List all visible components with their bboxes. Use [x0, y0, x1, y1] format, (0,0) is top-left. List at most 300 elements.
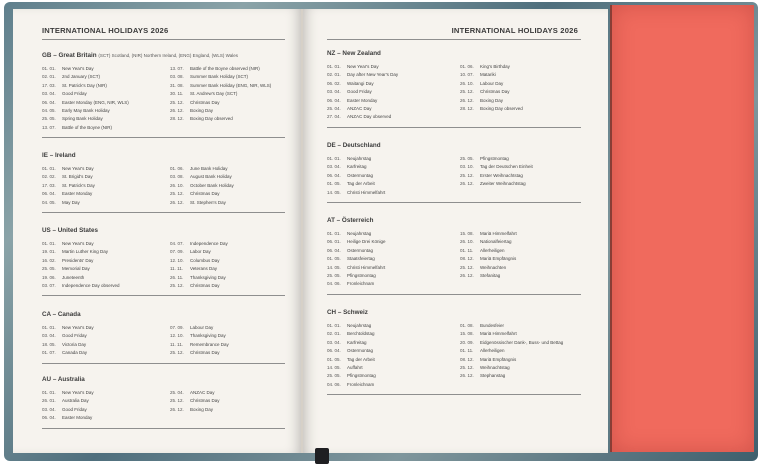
- holiday-row: [327, 381, 376, 389]
- holiday-row: [327, 113, 398, 121]
- holiday-row: [460, 356, 563, 364]
- holiday-name: Spring Bank Holiday: [62, 116, 103, 122]
- holiday-row: [170, 282, 228, 290]
- holiday-name: Easter Monday: [62, 415, 93, 421]
- holiday-column: [460, 155, 533, 189]
- holiday-name: Ostermontag: [347, 348, 374, 354]
- holiday-row: [327, 88, 398, 96]
- holiday-name: Labour Day: [480, 80, 504, 86]
- holiday-name: Neujahrstag: [347, 156, 372, 161]
- holiday-row: [460, 71, 523, 79]
- holiday-date: 01. 06.: [460, 64, 474, 69]
- holiday-name: Matariki: [480, 72, 496, 78]
- holiday-date: 01. 01.: [42, 166, 56, 171]
- holiday-name: Pfingstmontag: [480, 156, 509, 161]
- holiday-name: Berchtoldstag: [347, 331, 375, 337]
- holiday-name: Boxing Day observed: [190, 116, 233, 122]
- holiday-name: Labor Day: [190, 249, 211, 255]
- holiday-date: 10. 07.: [460, 72, 474, 78]
- holiday-row: [42, 248, 120, 256]
- holiday-row: [42, 341, 94, 349]
- holiday-row: [460, 80, 523, 88]
- holiday-name: Thanksgiving Day: [190, 333, 226, 339]
- holiday-name: Neujahrstag: [347, 323, 372, 328]
- holiday-name: Independence Day: [190, 241, 228, 246]
- holiday-row: [42, 349, 94, 357]
- holiday-name: Stephanstag: [480, 373, 506, 379]
- holiday-name: Stefanitag: [480, 273, 501, 279]
- holiday-name: August Bank Holiday: [190, 174, 232, 180]
- holiday-date: 01. 11.: [460, 348, 474, 354]
- holiday-date: 17. 03.: [42, 82, 56, 88]
- holiday-date: 30. 11.: [170, 91, 184, 97]
- country-name: US – United States: [42, 227, 98, 234]
- holiday-row: [42, 282, 120, 290]
- holiday-row: [460, 347, 563, 355]
- holiday-row: [42, 414, 94, 422]
- holiday-date: 01. 05.: [327, 256, 341, 262]
- cover-flap: [612, 5, 754, 452]
- holiday-column: [327, 230, 386, 289]
- bookmark-ribbon[interactable]: [315, 448, 329, 464]
- holiday-name: Canada Day: [62, 350, 88, 356]
- section-rule: [42, 363, 285, 364]
- holiday-column: [42, 65, 129, 132]
- holiday-row: [170, 165, 234, 173]
- holiday-date: 16. 02.: [42, 257, 56, 263]
- holiday-name: Mariä Empfängnis: [480, 356, 517, 362]
- holiday-row: [460, 155, 533, 163]
- holiday-name: Weihnachtstag: [480, 365, 510, 371]
- holiday-date: 01. 08.: [460, 323, 474, 328]
- holiday-row: [42, 124, 129, 132]
- holiday-date: 06. 01.: [327, 239, 341, 245]
- holiday-row: [42, 65, 129, 73]
- holiday-row: [42, 257, 120, 265]
- holiday-row: [170, 90, 271, 98]
- holiday-row: [460, 255, 517, 263]
- holiday-row: [170, 99, 271, 107]
- holiday-date: 25. 04.: [327, 106, 341, 112]
- holiday-name: Good Friday: [62, 333, 87, 339]
- holiday-row: [327, 155, 385, 163]
- holiday-name: Pfingstmontag: [347, 373, 376, 379]
- holiday-date: 25. 12.: [460, 365, 474, 371]
- holiday-row: [327, 71, 398, 79]
- holiday-date: 06. 04.: [42, 99, 56, 105]
- holiday-row: [170, 257, 228, 265]
- holiday-name: Day after New Year's Day: [347, 72, 399, 78]
- holiday-name: Tag der Arbeit: [347, 181, 375, 187]
- holiday-row: [460, 97, 523, 105]
- holiday-name: New Year's Day: [62, 66, 94, 71]
- holiday-row: [42, 265, 120, 273]
- holiday-column: [170, 389, 220, 414]
- country-name: GB – Great Britain: [42, 52, 97, 59]
- holiday-name: New Year's Day: [62, 241, 94, 246]
- right-page-title: INTERNATIONAL HOLIDAYS 2026: [451, 26, 578, 35]
- holiday-row: [42, 389, 94, 397]
- holiday-row: [42, 165, 95, 173]
- holiday-date: 18. 05.: [42, 341, 56, 347]
- holiday-date: 20. 09.: [460, 339, 474, 345]
- holiday-name: Nationalfeiertag: [480, 239, 512, 245]
- holiday-date: 01. 01.: [42, 241, 56, 246]
- book-spine: [301, 9, 303, 453]
- holiday-date: 01. 01.: [42, 390, 56, 395]
- holiday-row: [327, 322, 376, 330]
- holiday-name: Good Friday: [62, 91, 87, 97]
- holiday-name: Labour Day: [190, 325, 214, 330]
- holiday-row: [42, 397, 94, 405]
- holiday-row: [327, 80, 398, 88]
- holiday-column: [170, 65, 271, 124]
- holiday-name: Good Friday: [347, 89, 372, 95]
- holiday-date: 06. 02.: [327, 80, 341, 86]
- holiday-name: St. Patrick's Day (NIR): [62, 82, 107, 88]
- holiday-row: [170, 182, 234, 190]
- holiday-date: 03. 04.: [42, 333, 56, 339]
- holiday-name: Christmas Day: [190, 350, 220, 356]
- holiday-column: [42, 165, 95, 207]
- holiday-name: 2nd January (SCT): [62, 74, 101, 80]
- holiday-row: [42, 99, 129, 107]
- holiday-row: [42, 199, 95, 207]
- holiday-name: New Year's Day: [62, 390, 94, 395]
- holiday-row: [327, 230, 386, 238]
- country-name: CA – Canada: [42, 311, 81, 318]
- holiday-name: Battle of the Boyne (NIR): [62, 124, 113, 130]
- holiday-name: Ostermontag: [347, 247, 374, 253]
- holiday-row: [170, 349, 229, 357]
- holiday-row: [170, 265, 228, 273]
- holiday-name: Tag der Arbeit: [347, 356, 375, 362]
- holiday-name: June Bank Holiday: [190, 166, 228, 171]
- holiday-date: 01. 05.: [327, 356, 341, 362]
- holiday-date: 19. 01.: [42, 249, 56, 255]
- holiday-date: 26. 12.: [170, 406, 184, 412]
- holiday-name: Christmas Day: [190, 99, 220, 105]
- holiday-row: [327, 264, 386, 272]
- holiday-date: 26. 10.: [460, 80, 474, 86]
- holiday-date: 25. 04.: [170, 390, 184, 395]
- holiday-date: 25. 12.: [170, 350, 184, 356]
- holiday-row: [327, 255, 386, 263]
- holiday-row: [170, 240, 228, 248]
- holiday-name: Presidents' Day: [62, 257, 94, 263]
- holiday-name: Australia Day: [62, 398, 89, 404]
- holiday-name: Christmas Day: [190, 283, 220, 289]
- holiday-row: [170, 190, 234, 198]
- holiday-date: 25. 12.: [460, 172, 474, 178]
- holiday-name: Karfreitag: [347, 164, 367, 170]
- holiday-name: New Year's Day: [62, 166, 94, 171]
- holiday-date: 01. 01.: [42, 325, 56, 330]
- holiday-date: 27. 04.: [327, 114, 341, 120]
- holiday-row: [460, 63, 523, 71]
- holiday-date: 03. 04.: [327, 339, 341, 345]
- holiday-row: [327, 272, 386, 280]
- country-heading: [42, 376, 85, 383]
- holiday-date: 25. 12.: [170, 283, 184, 289]
- holiday-date: 01. 01.: [327, 156, 341, 161]
- holiday-date: 14. 05.: [327, 264, 341, 270]
- holiday-row: [460, 322, 563, 330]
- country-name: DE – Deutschland: [327, 142, 381, 149]
- section-rule: [327, 127, 581, 128]
- holiday-date: 25. 12.: [460, 264, 474, 270]
- holiday-column: [170, 165, 234, 207]
- holiday-name: Boxing Day: [190, 406, 214, 412]
- holiday-date: 26. 11.: [170, 274, 184, 280]
- holiday-column: [170, 324, 229, 358]
- holiday-date: 02. 01.: [327, 331, 341, 337]
- holiday-date: 31. 08.: [170, 82, 184, 88]
- holiday-row: [170, 107, 271, 115]
- holiday-column: [327, 155, 385, 197]
- holiday-name: ANZAC Day observed: [347, 114, 392, 120]
- holiday-row: [327, 189, 385, 197]
- holiday-row: [327, 180, 385, 188]
- holiday-date: 06. 04.: [327, 348, 341, 354]
- holiday-name: ANZAC Day: [190, 390, 215, 395]
- holiday-date: 04. 06.: [327, 281, 341, 287]
- country-heading: [327, 142, 381, 149]
- holiday-name: Erster Weihnachtstag: [480, 172, 523, 178]
- holiday-date: 25. 12.: [170, 191, 184, 197]
- country-heading: [42, 152, 76, 159]
- holiday-date: 03. 04.: [327, 89, 341, 95]
- holiday-date: 04. 05.: [42, 108, 56, 114]
- holiday-row: [42, 324, 94, 332]
- holiday-name: Ostermontag: [347, 172, 374, 178]
- holiday-name: Christi Himmelfahrt: [347, 189, 386, 195]
- holiday-row: [460, 372, 563, 380]
- holiday-date: 01. 06.: [170, 166, 184, 171]
- holiday-date: 19. 06.: [42, 274, 56, 280]
- holiday-date: 06. 04.: [42, 191, 56, 197]
- holiday-name: Boxing Day: [480, 97, 504, 103]
- holiday-name: Mariä Empfängnis: [480, 256, 517, 262]
- holiday-date: 11. 11.: [170, 266, 184, 272]
- holiday-row: [170, 341, 229, 349]
- holiday-date: 03. 07.: [42, 283, 56, 289]
- holiday-row: [42, 240, 120, 248]
- holiday-row: [42, 82, 129, 90]
- holiday-row: [170, 406, 220, 414]
- holiday-row: [42, 90, 129, 98]
- holiday-name: Summer Bank Holiday (SCT): [190, 74, 249, 80]
- holiday-date: 03. 08.: [170, 174, 184, 180]
- country-heading: [327, 309, 368, 316]
- holiday-name: New Year's Day: [62, 325, 94, 330]
- holiday-row: [170, 248, 228, 256]
- holiday-date: 04. 05.: [42, 199, 56, 205]
- section-rule: [327, 294, 581, 295]
- holiday-date: 01. 07.: [42, 350, 56, 356]
- holiday-date: 25. 12.: [460, 89, 474, 95]
- holiday-date: 06. 04.: [327, 247, 341, 253]
- holiday-date: 13. 07.: [170, 66, 184, 71]
- holiday-date: 25. 12.: [170, 398, 184, 404]
- country-heading: [42, 227, 98, 234]
- holiday-row: [42, 107, 129, 115]
- holiday-name: Good Friday: [62, 406, 87, 412]
- country-heading: [42, 52, 238, 59]
- holiday-date: 25. 05.: [327, 373, 341, 379]
- holiday-row: [460, 364, 563, 372]
- holiday-name: Neujahrstag: [347, 231, 372, 236]
- holiday-row: [170, 65, 271, 73]
- holiday-row: [42, 406, 94, 414]
- holiday-name: Pfingstmontag: [347, 273, 376, 279]
- section-rule: [42, 295, 285, 296]
- holiday-column: [460, 322, 563, 381]
- holiday-date: 02. 02.: [42, 174, 56, 180]
- holiday-row: [460, 230, 517, 238]
- holiday-name: Christmas Day: [480, 89, 510, 95]
- holiday-row: [170, 173, 234, 181]
- holiday-date: 28. 12.: [170, 116, 184, 122]
- holiday-row: [327, 105, 398, 113]
- holiday-row: [42, 332, 94, 340]
- holiday-date: 25. 05.: [327, 273, 341, 279]
- holiday-date: 01. 11.: [460, 247, 474, 253]
- holiday-date: 17. 03.: [42, 182, 56, 188]
- holiday-date: 08. 12.: [460, 256, 474, 262]
- holiday-row: [460, 172, 533, 180]
- holiday-date: 15. 08.: [460, 331, 474, 337]
- holiday-date: 12. 10.: [170, 333, 184, 339]
- holiday-name: Summer Bank Holiday (ENG, NIR, WLS): [190, 82, 272, 88]
- holiday-name: Christmas Day: [190, 191, 220, 197]
- holiday-row: [327, 238, 386, 246]
- holiday-column: [42, 240, 120, 290]
- section-rule: [42, 212, 285, 213]
- section-rule: [42, 137, 285, 138]
- holiday-date: 14. 05.: [327, 189, 341, 195]
- holiday-name: St. Stephen's Day: [190, 199, 226, 205]
- holiday-row: [42, 173, 95, 181]
- holiday-row: [170, 397, 220, 405]
- holiday-name: Mariä Himmelfahrt: [480, 231, 517, 236]
- holiday-date: 26. 12.: [170, 108, 184, 114]
- holiday-row: [170, 115, 271, 123]
- holiday-row: [42, 182, 95, 190]
- holiday-row: [42, 73, 129, 81]
- holiday-row: [327, 97, 398, 105]
- holiday-name: Independence Day observed: [62, 283, 120, 289]
- holiday-row: [327, 364, 376, 372]
- holiday-row: [327, 172, 385, 180]
- holiday-name: Martin Luther King Day: [62, 249, 109, 255]
- holiday-date: 03. 08.: [170, 74, 184, 80]
- holiday-name: Allerheiligen: [480, 348, 505, 354]
- holiday-name: Tag der Deutschen Einheit: [480, 164, 533, 170]
- holiday-date: 15. 08.: [460, 231, 474, 236]
- holiday-date: 01. 01.: [327, 323, 341, 328]
- holiday-name: Boxing Day observed: [480, 106, 523, 112]
- holiday-name: Staatsfeiertag: [347, 256, 375, 262]
- region-legend: (SCT) Scotland, (NIR) Northern Ireland, (ENG) England, (WLS) Wales: [98, 53, 238, 58]
- holiday-name: May Day: [62, 199, 80, 205]
- holiday-name: Zweiter Weihnachtstag: [480, 181, 526, 187]
- holiday-date: 26. 12.: [460, 273, 474, 279]
- holiday-name: St. Brigid's Day: [62, 174, 93, 180]
- holiday-name: Boxing Day: [190, 108, 214, 114]
- holiday-column: [170, 240, 228, 290]
- holiday-date: 06. 04.: [42, 415, 56, 421]
- holiday-name: Auffahrt: [347, 365, 363, 371]
- holiday-date: 26. 12.: [460, 181, 474, 187]
- holiday-name: Columbus Day: [190, 257, 220, 263]
- holiday-name: Easter Monday: [347, 97, 378, 103]
- holiday-row: [42, 115, 129, 123]
- holiday-date: 25. 05.: [42, 266, 56, 272]
- holiday-date: 01. 05.: [327, 181, 341, 187]
- holiday-date: 28. 12.: [460, 106, 474, 112]
- holiday-date: 25. 05.: [460, 156, 474, 161]
- holiday-row: [170, 389, 220, 397]
- holiday-row: [460, 330, 563, 338]
- holiday-name: Allerheiligen: [480, 247, 505, 253]
- holiday-date: 26. 10.: [460, 239, 474, 245]
- holiday-name: Fronleichnam: [347, 281, 375, 287]
- holiday-name: Karfreitag: [347, 339, 367, 345]
- holiday-date: 07. 09.: [170, 325, 184, 330]
- holiday-column: [327, 322, 376, 389]
- holiday-row: [327, 372, 376, 380]
- holiday-date: 25. 12.: [170, 99, 184, 105]
- holiday-row: [170, 324, 229, 332]
- holiday-name: October Bank Holiday: [190, 182, 234, 188]
- country-name: CH – Schweiz: [327, 309, 368, 316]
- section-rule: [42, 428, 285, 429]
- left-title-rule: [42, 39, 285, 40]
- holiday-name: Thanksgiving Day: [190, 274, 226, 280]
- holiday-date: 11. 11.: [170, 341, 184, 347]
- holiday-row: [460, 264, 517, 272]
- holiday-name: Juneteenth: [62, 274, 85, 280]
- holiday-row: [327, 347, 376, 355]
- holiday-row: [170, 73, 271, 81]
- holiday-row: [327, 356, 376, 364]
- holiday-column: [327, 63, 398, 122]
- holiday-date: 07. 09.: [170, 249, 184, 255]
- holiday-name: St. Andrew's Day (SCT): [190, 91, 238, 97]
- holiday-date: 25. 05.: [42, 116, 56, 122]
- holiday-date: 08. 12.: [460, 356, 474, 362]
- holiday-date: 01. 01.: [42, 66, 56, 71]
- holiday-name: Heilige Drei Könige: [347, 239, 386, 245]
- holiday-row: [327, 163, 385, 171]
- holiday-date: 06. 04.: [327, 172, 341, 178]
- country-name: AU – Australia: [42, 376, 85, 383]
- holiday-date: 01. 01.: [327, 64, 341, 69]
- holiday-column: [42, 389, 94, 423]
- holiday-date: 06. 04.: [327, 97, 341, 103]
- holiday-row: [327, 247, 386, 255]
- holiday-date: 13. 07.: [42, 124, 56, 130]
- holiday-row: [460, 88, 523, 96]
- holiday-name: Easter Monday: [62, 191, 93, 197]
- holiday-date: 03. 04.: [42, 91, 56, 97]
- holiday-date: 02. 01.: [42, 74, 56, 80]
- holiday-row: [460, 339, 563, 347]
- holiday-name: Bundesfeier: [480, 323, 505, 328]
- holiday-name: King's Birthday: [480, 64, 510, 69]
- holiday-date: 03. 04.: [42, 406, 56, 412]
